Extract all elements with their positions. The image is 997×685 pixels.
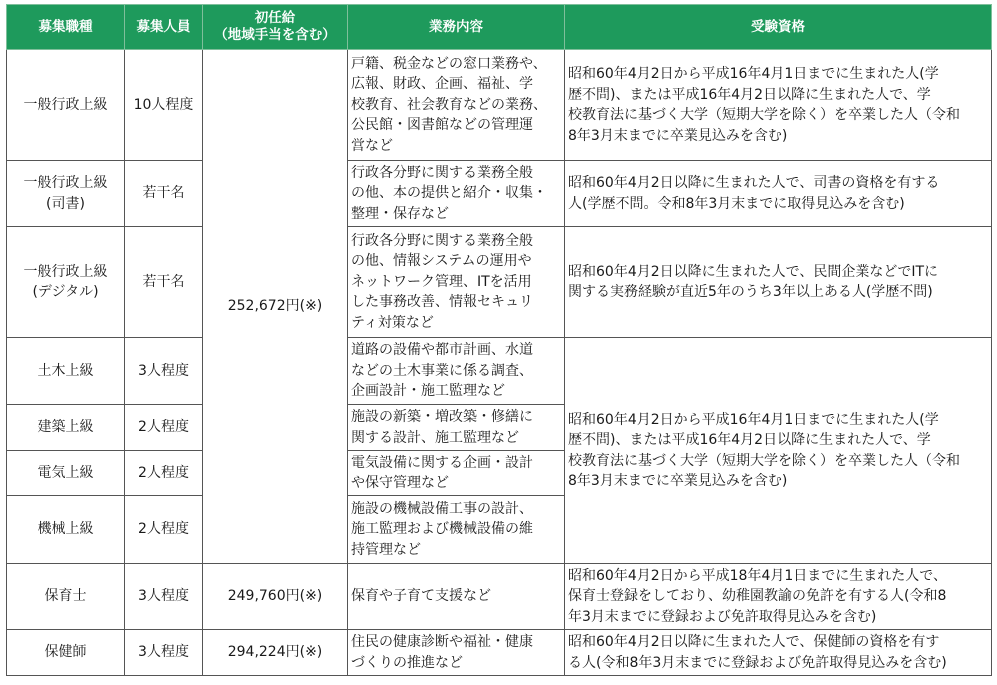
header-qualification: 受験資格 xyxy=(565,5,992,50)
header-salary-line2: （地域手当を含む） xyxy=(214,27,336,43)
job-cell: 一般行政上級 (司書) xyxy=(7,161,125,227)
header-row xyxy=(7,5,992,50)
duty-cell: 保育や子育て支援など xyxy=(348,564,565,630)
count-cell: 2人程度 xyxy=(125,405,203,451)
count-cell: 2人程度 xyxy=(125,451,203,496)
duty-cell: 施設の機械設備工事の設計、 施工監理および機械設備の維 持管理など xyxy=(348,496,565,564)
duty-cell: 住民の健康診断や福祉・健康 づくりの推進など xyxy=(348,630,565,676)
job-cell: 保健師 xyxy=(7,630,125,676)
header-count: 募集人員 xyxy=(125,5,203,50)
job-cell: 一般行政上級 xyxy=(7,50,125,161)
count-cell: 3人程度 xyxy=(125,630,203,676)
qualification-cell: 昭和60年4月2日から平成16年4月1日までに生まれた人(学 歴不問)、または平成16年4月2日以降に生まれた人で、学 校教育法に基づく大学（短期大学を除く）を卒業した人（令和 8年3月末までに卒業見込みを含む) xyxy=(565,50,992,161)
salary-cell: 294,224円(※) xyxy=(203,630,348,676)
qualification-cell: 昭和60年4月2日以降に生まれた人で、民間企業などでITに 関する実務経験が直近5年のうち3年以上ある人(学歴不問) xyxy=(565,227,992,338)
table-row xyxy=(7,50,992,161)
count-cell: 10人程度 xyxy=(125,50,203,161)
header-duty: 業務内容 xyxy=(348,5,565,50)
qualification-cell: 昭和60年4月2日から平成18年4月1日までに生まれた人で、 保育士登録をしており、幼稚園教諭の免許を有する人(令和8 年3月末までに登録および免許取得見込みを含む) xyxy=(565,564,992,630)
duty-cell: 行政各分野に関する業務全般 の他、情報システムの運用や ネットワーク管理、ITを活用 した事務改善、情報セキュリ ティ対策など xyxy=(348,227,565,338)
count-cell: 3人程度 xyxy=(125,564,203,630)
count-cell: 2人程度 xyxy=(125,496,203,564)
duty-cell: 行政各分野に関する業務全般 の他、本の提供と紹介・収集・ 整理・保存など xyxy=(348,161,565,227)
count-cell: 若干名 xyxy=(125,227,203,338)
job-cell: 保育士 xyxy=(7,564,125,630)
recruitment-table xyxy=(6,4,992,676)
duty-cell: 道路の設備や都市計画、水道 などの土木事業に係る調査、 企画設計・施工監理など xyxy=(348,338,565,405)
table-row xyxy=(7,630,992,676)
job-cell: 一般行政上級 (デジタル) xyxy=(7,227,125,338)
count-cell: 若干名 xyxy=(125,161,203,227)
header-salary xyxy=(203,5,348,50)
shared-salary-cell: 252,672円(※) xyxy=(203,50,348,564)
job-cell: 建築上級 xyxy=(7,405,125,451)
job-cell: 機械上級 xyxy=(7,496,125,564)
header-job: 募集職種 xyxy=(7,5,125,50)
duty-cell: 戸籍、税金などの窓口業務や、 広報、財政、企画、福祉、学 校教育、社会教育などの業務、 公民館・図書館などの管理運 営など xyxy=(348,50,565,161)
table-row xyxy=(7,338,992,405)
count-cell: 3人程度 xyxy=(125,338,203,405)
duty-cell: 電気設備に関する企画・設計 や保守管理など xyxy=(348,451,565,496)
header-salary-line1: 初任給 xyxy=(254,10,296,26)
table-row xyxy=(7,227,992,338)
job-cell: 土木上級 xyxy=(7,338,125,405)
job-cell: 電気上級 xyxy=(7,451,125,496)
table-row xyxy=(7,161,992,227)
duty-cell: 施設の新築・増改築・修繕に 関する設計、施工監理など xyxy=(348,405,565,451)
salary-cell: 249,760円(※) xyxy=(203,564,348,630)
table-row xyxy=(7,564,992,630)
qualification-cell: 昭和60年4月2日以降に生まれた人で、司書の資格を有する 人(学歴不問。令和8年3月末までに取得見込みを含む) xyxy=(565,161,992,227)
recruitment-table-container xyxy=(6,4,992,676)
qualification-cell: 昭和60年4月2日以降に生まれた人で、保健師の資格を有す る人(令和8年3月末までに登録および免許取得見込みを含む) xyxy=(565,630,992,676)
shared-qualification-cell: 昭和60年4月2日から平成16年4月1日までに生まれた人(学 歴不問)、または平成16年4月2日以降に生まれた人で、学 校教育法に基づく大学（短期大学を除く）を卒業した人（令和 8年3月末までに卒業見込みを含む) xyxy=(565,338,992,564)
